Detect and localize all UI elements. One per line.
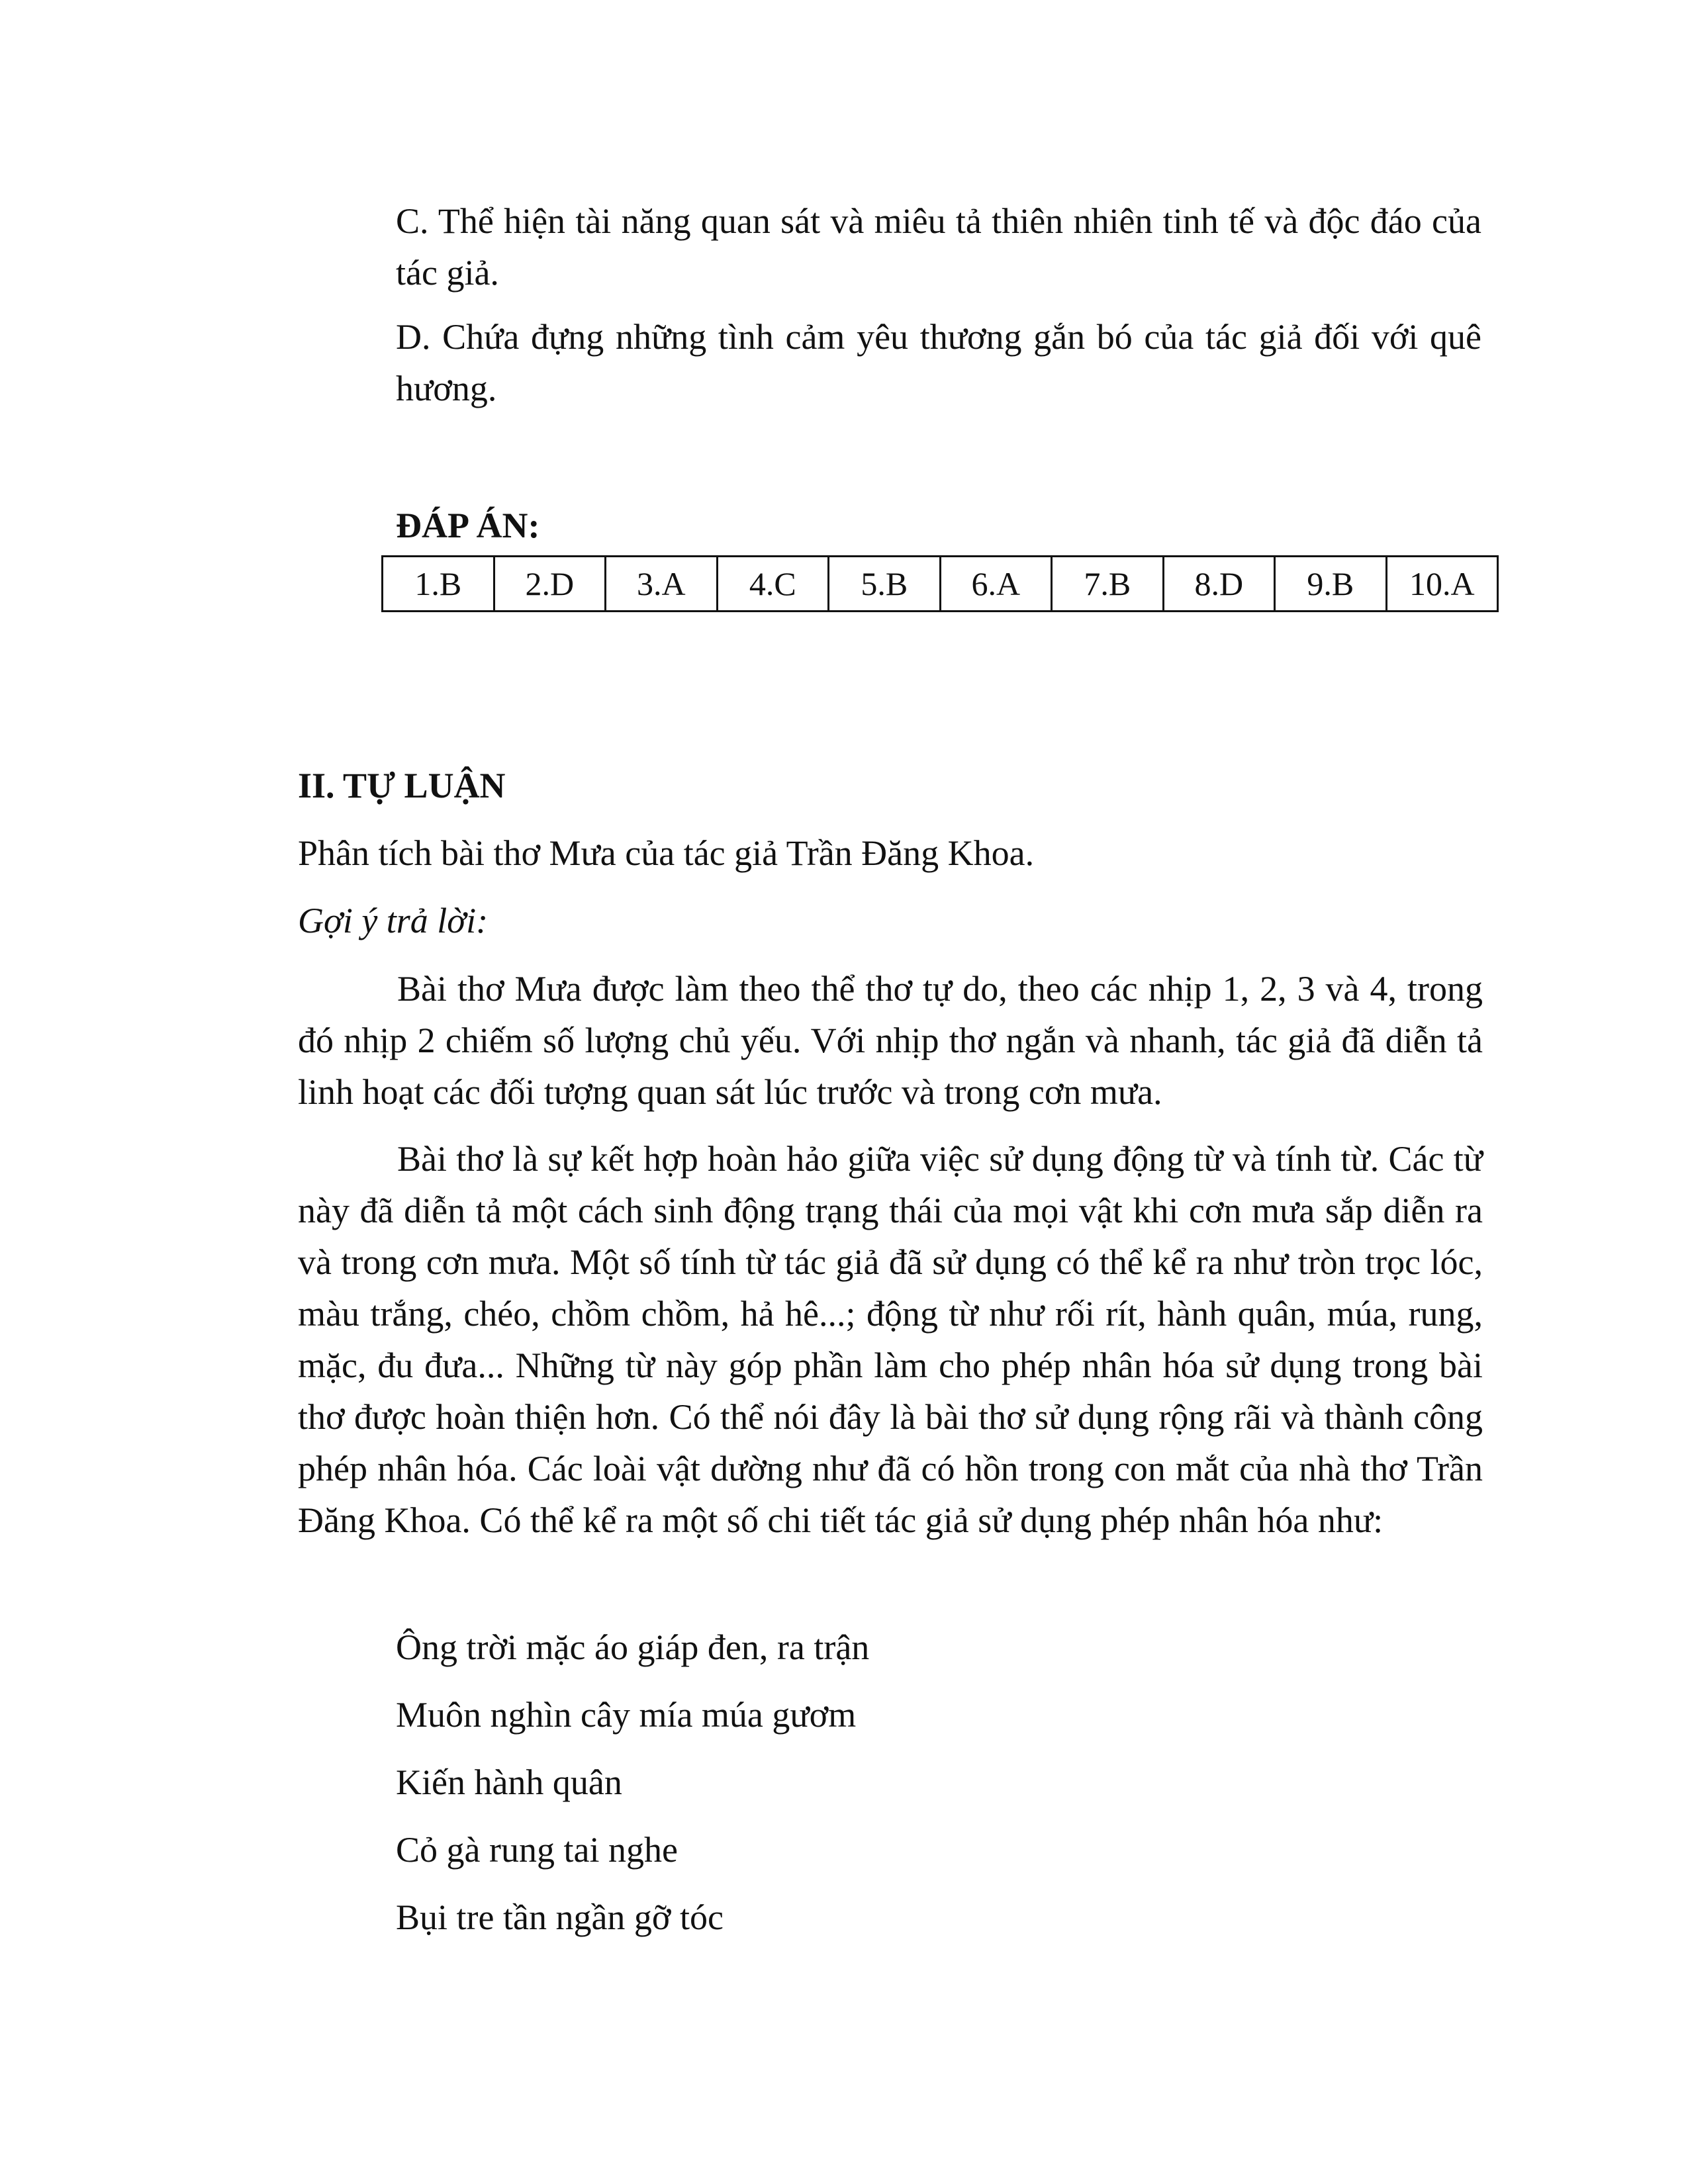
essay-paragraph: Bài thơ là sự kết hợp hoàn hảo giữa việc sử dụng động từ và tính từ. Các từ này đã diễn tả một cách sinh động trạng thái của mọi vật khi cơn mưa sắp diễn ra và trong cơn mưa. Một số tính từ tác giả đã sử dụng có thể kể ra như tròn trọc lóc, màu trắng, chéo, chồm chồm, hả hê...; động từ như rối rít, hành quân, múa, rung, mặc, đu đưa... Những từ này góp phần làm cho phép nhân hóa sử dụng trong bài thơ được hoàn thiện hơn. Có thể nói đây là bài thơ sử dụng rộng rãi và thành công phép nhân hóa. Các loài vật dường như đã có hồn trong con mắt của nhà thơ Trần Đăng Khoa. Có thể kể ra một số chi tiết tác giả sử dụng phép nhân hóa như:	[298, 1139, 1483, 1540]
answer-cell: 1.B	[383, 557, 494, 612]
poem-line: Ông trời mặc áo giáp đen, ra trận	[396, 1627, 870, 1667]
hint-label: Gợi ý trả lời:	[298, 901, 489, 940]
answer-cell: 9.B	[1275, 557, 1387, 612]
essay-paragraph: Bài thơ Mưa được làm theo thể thơ tự do, theo các nhịp 1, 2, 3 và 4, trong đó nhịp 2 chiếm số lượng chủ yếu. Với nhịp thơ ngắn và nhanh, tác giả đã diễn tả linh hoạt các đối tượng quan sát lúc trước và trong cơn mưa.	[298, 969, 1483, 1112]
answer-heading: ĐÁP ÁN:	[396, 506, 540, 545]
answer-cell: 10.A	[1386, 557, 1498, 612]
answer-row	[383, 557, 1498, 612]
answer-cell: 4.C	[717, 557, 829, 612]
poem-line: Bụi tre tần ngần gỡ tóc	[396, 1897, 724, 1937]
answer-cell: 3.A	[606, 557, 718, 612]
essay-prompt: Phân tích bài thơ Mưa của tác giả Trần Đăng Khoa.	[298, 833, 1035, 873]
answer-cell: 7.B	[1052, 557, 1164, 612]
answer-cell: 6.A	[940, 557, 1052, 612]
poem-line: Muôn nghìn cây mía múa gươm	[396, 1695, 857, 1735]
option-c: C. Thể hiện tài năng quan sát và miêu tả thiên nhiên tinh tế và độc đáo của tác giả.	[396, 201, 1481, 293]
answer-cell: 2.D	[494, 557, 606, 612]
option-d: D. Chứa đựng những tình cảm yêu thương gắn bó của tác giả đối với quê hương.	[396, 317, 1481, 408]
poem-line: Kiến hành quân	[396, 1762, 622, 1802]
poem-line: Cỏ gà rung tai nghe	[396, 1830, 678, 1870]
answer-cell: 5.B	[829, 557, 941, 612]
essay-heading: II. TỰ LUẬN	[298, 766, 506, 805]
answer-cell: 8.D	[1163, 557, 1275, 612]
answer-table	[381, 555, 1499, 612]
